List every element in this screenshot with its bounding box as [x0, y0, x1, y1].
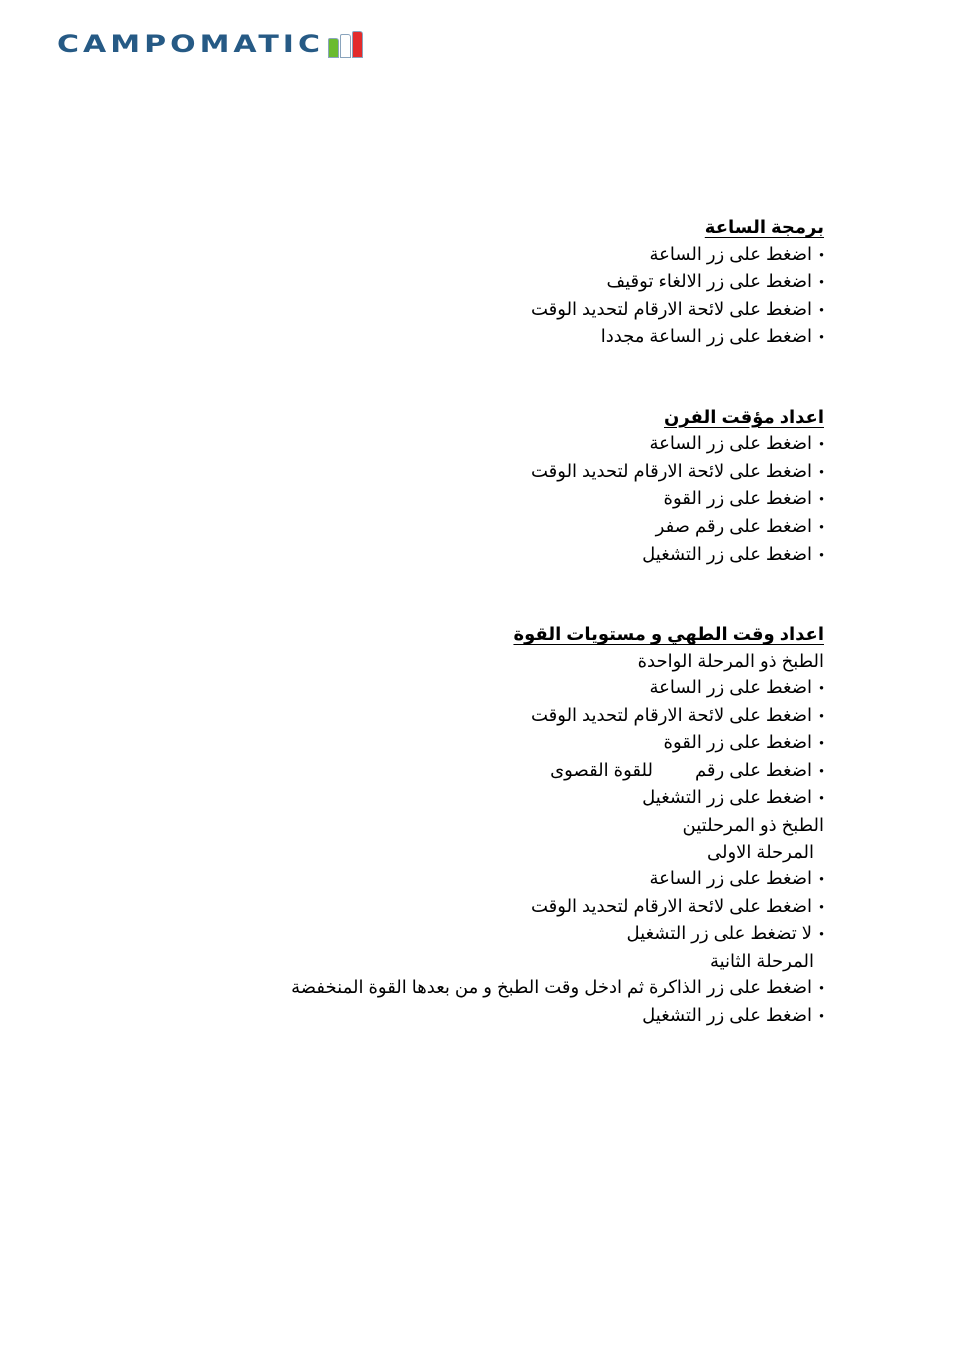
section-cooking-time-power: [224, 621, 824, 1029]
list-item: ● اضغط على رقم صفر: [224, 513, 824, 541]
stage1-title: المرحلة الاولى: [706, 841, 814, 862]
list-item: ● اضغط على زر الالغاء توقيف: [224, 268, 824, 296]
list-item: ● اضغط على لائحة الارقام لتحديد الوقت: [224, 893, 824, 921]
section-heading: اعداد مؤقت الفرن: [664, 406, 824, 427]
list-item: [224, 757, 824, 785]
list-item: ● اضغط على زر التشغيل: [224, 784, 824, 812]
list-item: ● اضغط على لائحة الارقام لتحديد الوقت: [224, 296, 824, 324]
list-item: ● لا تضغط على زر التشغيل: [224, 920, 824, 948]
list-item: ● اضغط على لائحة الارقام لتحديد الوقت: [224, 702, 824, 730]
single-stage-title: الطبخ ذو المرحلة الواحدة: [637, 650, 824, 671]
list-item: ● اضغط على زر القوة: [224, 729, 824, 757]
list-item: ● اضغط على زر الذاكرة ثم ادخل وقت الطبخ و من بعدها القوة المنخفضة: [224, 974, 824, 1002]
section-heading: اعداد وقت الطهي و مستويات القوة: [513, 624, 824, 645]
list-item: ● اضغط على زر التشغيل: [224, 541, 824, 569]
list-item: ● اضغط على زر الساعة: [224, 674, 824, 702]
list-item: ● اضغط على زر التشغيل: [224, 1002, 824, 1030]
logo-text: CAMPOMATIC: [57, 30, 324, 59]
two-stage-title: الطبخ ذو المرحلتين: [682, 815, 824, 836]
item-text: اضغط على رقم: [694, 759, 812, 780]
italian-flag-icon: [328, 32, 364, 58]
list-item: ● اضغط على زر القوة: [224, 485, 824, 513]
section-clock-programming: [224, 214, 824, 351]
list-item: ● اضغط على زر الساعة: [224, 241, 824, 269]
section-heading: برمجة الساعة: [704, 217, 824, 237]
instructions-content: [224, 214, 824, 1083]
list-item: ● اضغط على زر الساعة: [224, 430, 824, 458]
item-suffix: للقوة القصوى: [550, 759, 653, 780]
list-item: ● اضغط على زر الساعة: [224, 865, 824, 893]
section-oven-timer: [224, 404, 824, 568]
stage2-title: المرحلة الثانية: [709, 950, 814, 971]
campomatic-logo: [57, 30, 364, 60]
list-item: ● اضغط على زر الساعة مجددا: [224, 323, 824, 351]
list-item: ● اضغط على لائحة الارقام لتحديد الوقت: [224, 458, 824, 486]
